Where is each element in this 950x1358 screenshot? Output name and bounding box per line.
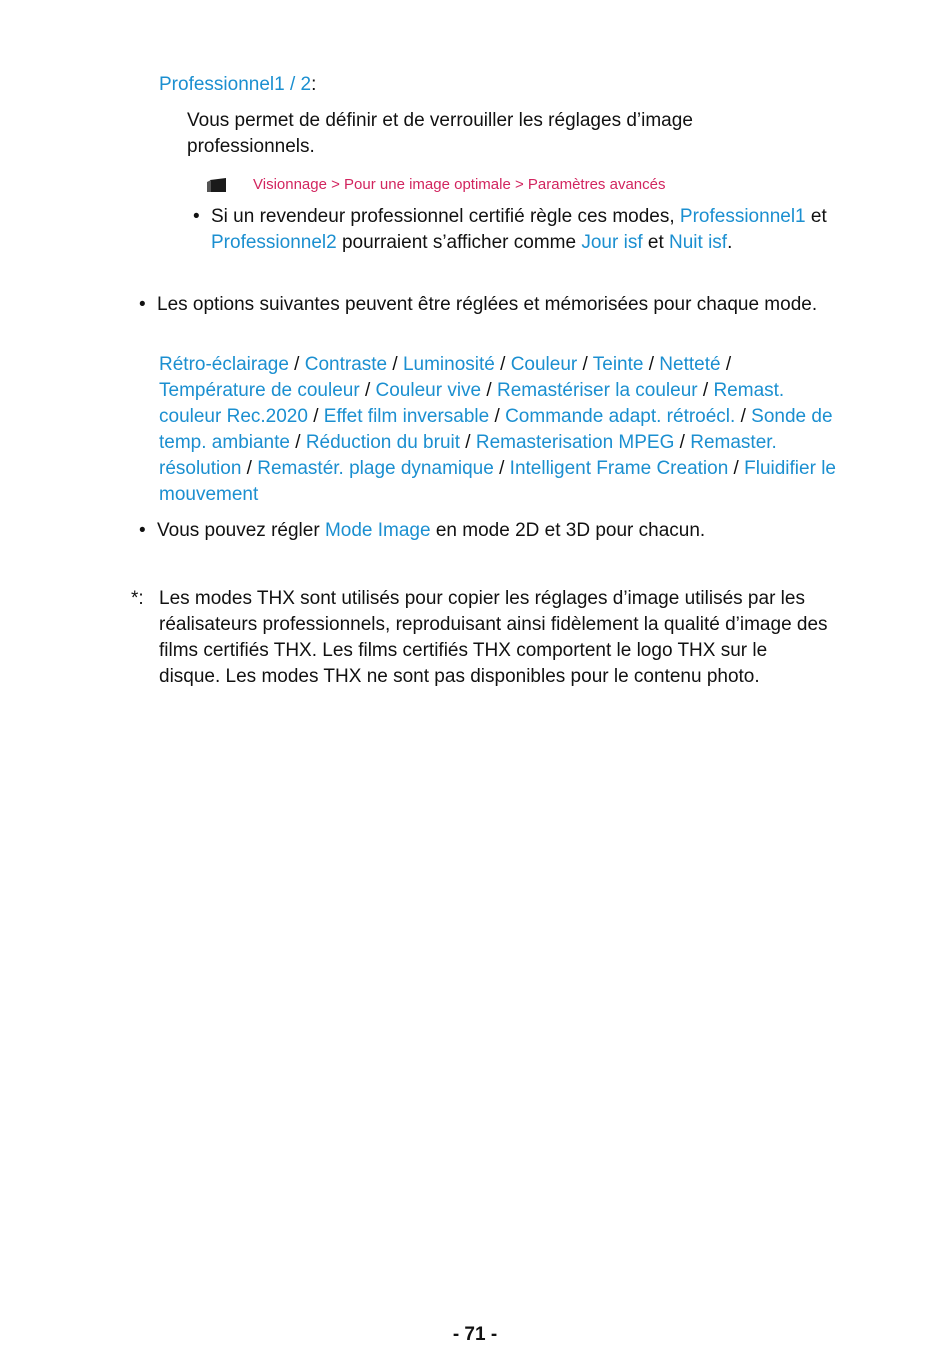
text-run: Vous pouvez régler (157, 520, 325, 541)
option-separator: / (697, 380, 714, 401)
link-jour-isf[interactable]: Jour isf (581, 232, 643, 253)
option-separator: / (493, 458, 510, 479)
bullet-dot: • (139, 294, 146, 315)
option-separator: / (460, 432, 476, 453)
bullet-text (157, 518, 705, 544)
bullet-item-mode-image (139, 518, 839, 544)
option-link[interactable]: Remastériser la couleur (496, 380, 698, 401)
link-professionnel1[interactable]: Professionnel1 (679, 206, 806, 227)
option-link[interactable]: Réduction du bruit (305, 432, 461, 453)
option-link[interactable]: Intelligent Frame Creation (509, 458, 729, 479)
option-link[interactable]: Remast. couleur Rec.2020 (159, 380, 785, 427)
option-separator: / (728, 458, 745, 479)
option-link[interactable]: Effet film inversable (323, 406, 490, 427)
option-separator: / (241, 458, 258, 479)
bullet-dot: • (139, 520, 146, 541)
option-link[interactable]: Teinte (592, 354, 644, 375)
option-separator: / (577, 354, 593, 375)
footnote-text: Les modes THX sont utilisés pour copier les réglages d’image utilisés par les réalisateurs professionnels, reproduisant ainsi fidèlement la qualité d’image des films certifiés THX. Les films certifiés THX comportent le logo THX sur le disque. Les modes THX ne sont pas disponibles pour le contenu photo. (159, 588, 828, 687)
option-link[interactable]: Température de couleur (159, 380, 360, 401)
options-list (159, 352, 839, 508)
option-link[interactable]: Netteté (659, 354, 721, 375)
option-link[interactable]: Remastér. plage dynamique (257, 458, 494, 479)
option-separator: / (307, 406, 324, 427)
option-link[interactable]: Fluidifier le mouvement (159, 458, 836, 505)
option-separator: / (359, 380, 376, 401)
section-heading (159, 72, 859, 98)
menu-path-text[interactable]: Visionnage > Pour une image optimale > Paramètres avancés (253, 176, 666, 193)
page-number: - 71 - (452, 1324, 498, 1345)
option-separator: / (489, 406, 506, 427)
bullet-item-pro-modes (193, 204, 833, 256)
text-run: et (642, 232, 670, 253)
option-separator: / (674, 432, 691, 453)
option-separator: / (494, 354, 511, 375)
link-professionnel2[interactable]: Professionnel2 (211, 232, 337, 253)
menu-icon (207, 178, 227, 192)
text-run: pourraient s’afficher comme (336, 232, 582, 253)
heading-label: Professionnel1 / 2 (159, 74, 312, 95)
bullet-text (211, 204, 833, 256)
option-separator: / (643, 354, 660, 375)
option-link[interactable]: Commande adapt. rétroécl. (505, 406, 736, 427)
text-run: . (727, 232, 733, 253)
bullet-dot: • (193, 206, 200, 227)
link-nuit-isf[interactable]: Nuit isf (669, 232, 728, 253)
option-link[interactable]: Luminosité (402, 354, 495, 375)
footnote (131, 586, 831, 690)
description: Vous permet de définir et de verrouiller les réglages d’image professionnels. (187, 110, 693, 157)
option-separator: / (288, 354, 305, 375)
option-separator: / (387, 354, 403, 375)
link-mode-image[interactable]: Mode Image (324, 520, 431, 541)
option-link[interactable]: Rétro-éclairage (159, 354, 289, 375)
option-separator: / (289, 432, 306, 453)
option-separator: / (735, 406, 752, 427)
option-separator: / (481, 380, 497, 401)
menu-path (207, 172, 665, 198)
option-link[interactable]: Sonde de temp. ambiante (159, 406, 833, 453)
option-separator: / (720, 354, 732, 375)
option-link[interactable]: Contraste (304, 354, 388, 375)
bullet-text: Les options suivantes peuvent être réglées et mémorisées pour chaque mode. (157, 294, 818, 315)
option-link[interactable]: Remaster. résolution (159, 432, 777, 479)
option-link[interactable]: Couleur vive (375, 380, 482, 401)
heading-colon: : (311, 74, 317, 95)
bullet-item-options (139, 292, 839, 318)
option-link[interactable]: Couleur (510, 354, 578, 375)
text-run: en mode 2D et 3D pour chacun. (430, 520, 706, 541)
option-link[interactable]: Remasterisation MPEG (475, 432, 675, 453)
text-run: et (805, 206, 827, 227)
footnote-mark: *: (131, 588, 144, 609)
text-run: Si un revendeur professionnel certifié règle ces modes, (211, 206, 680, 227)
